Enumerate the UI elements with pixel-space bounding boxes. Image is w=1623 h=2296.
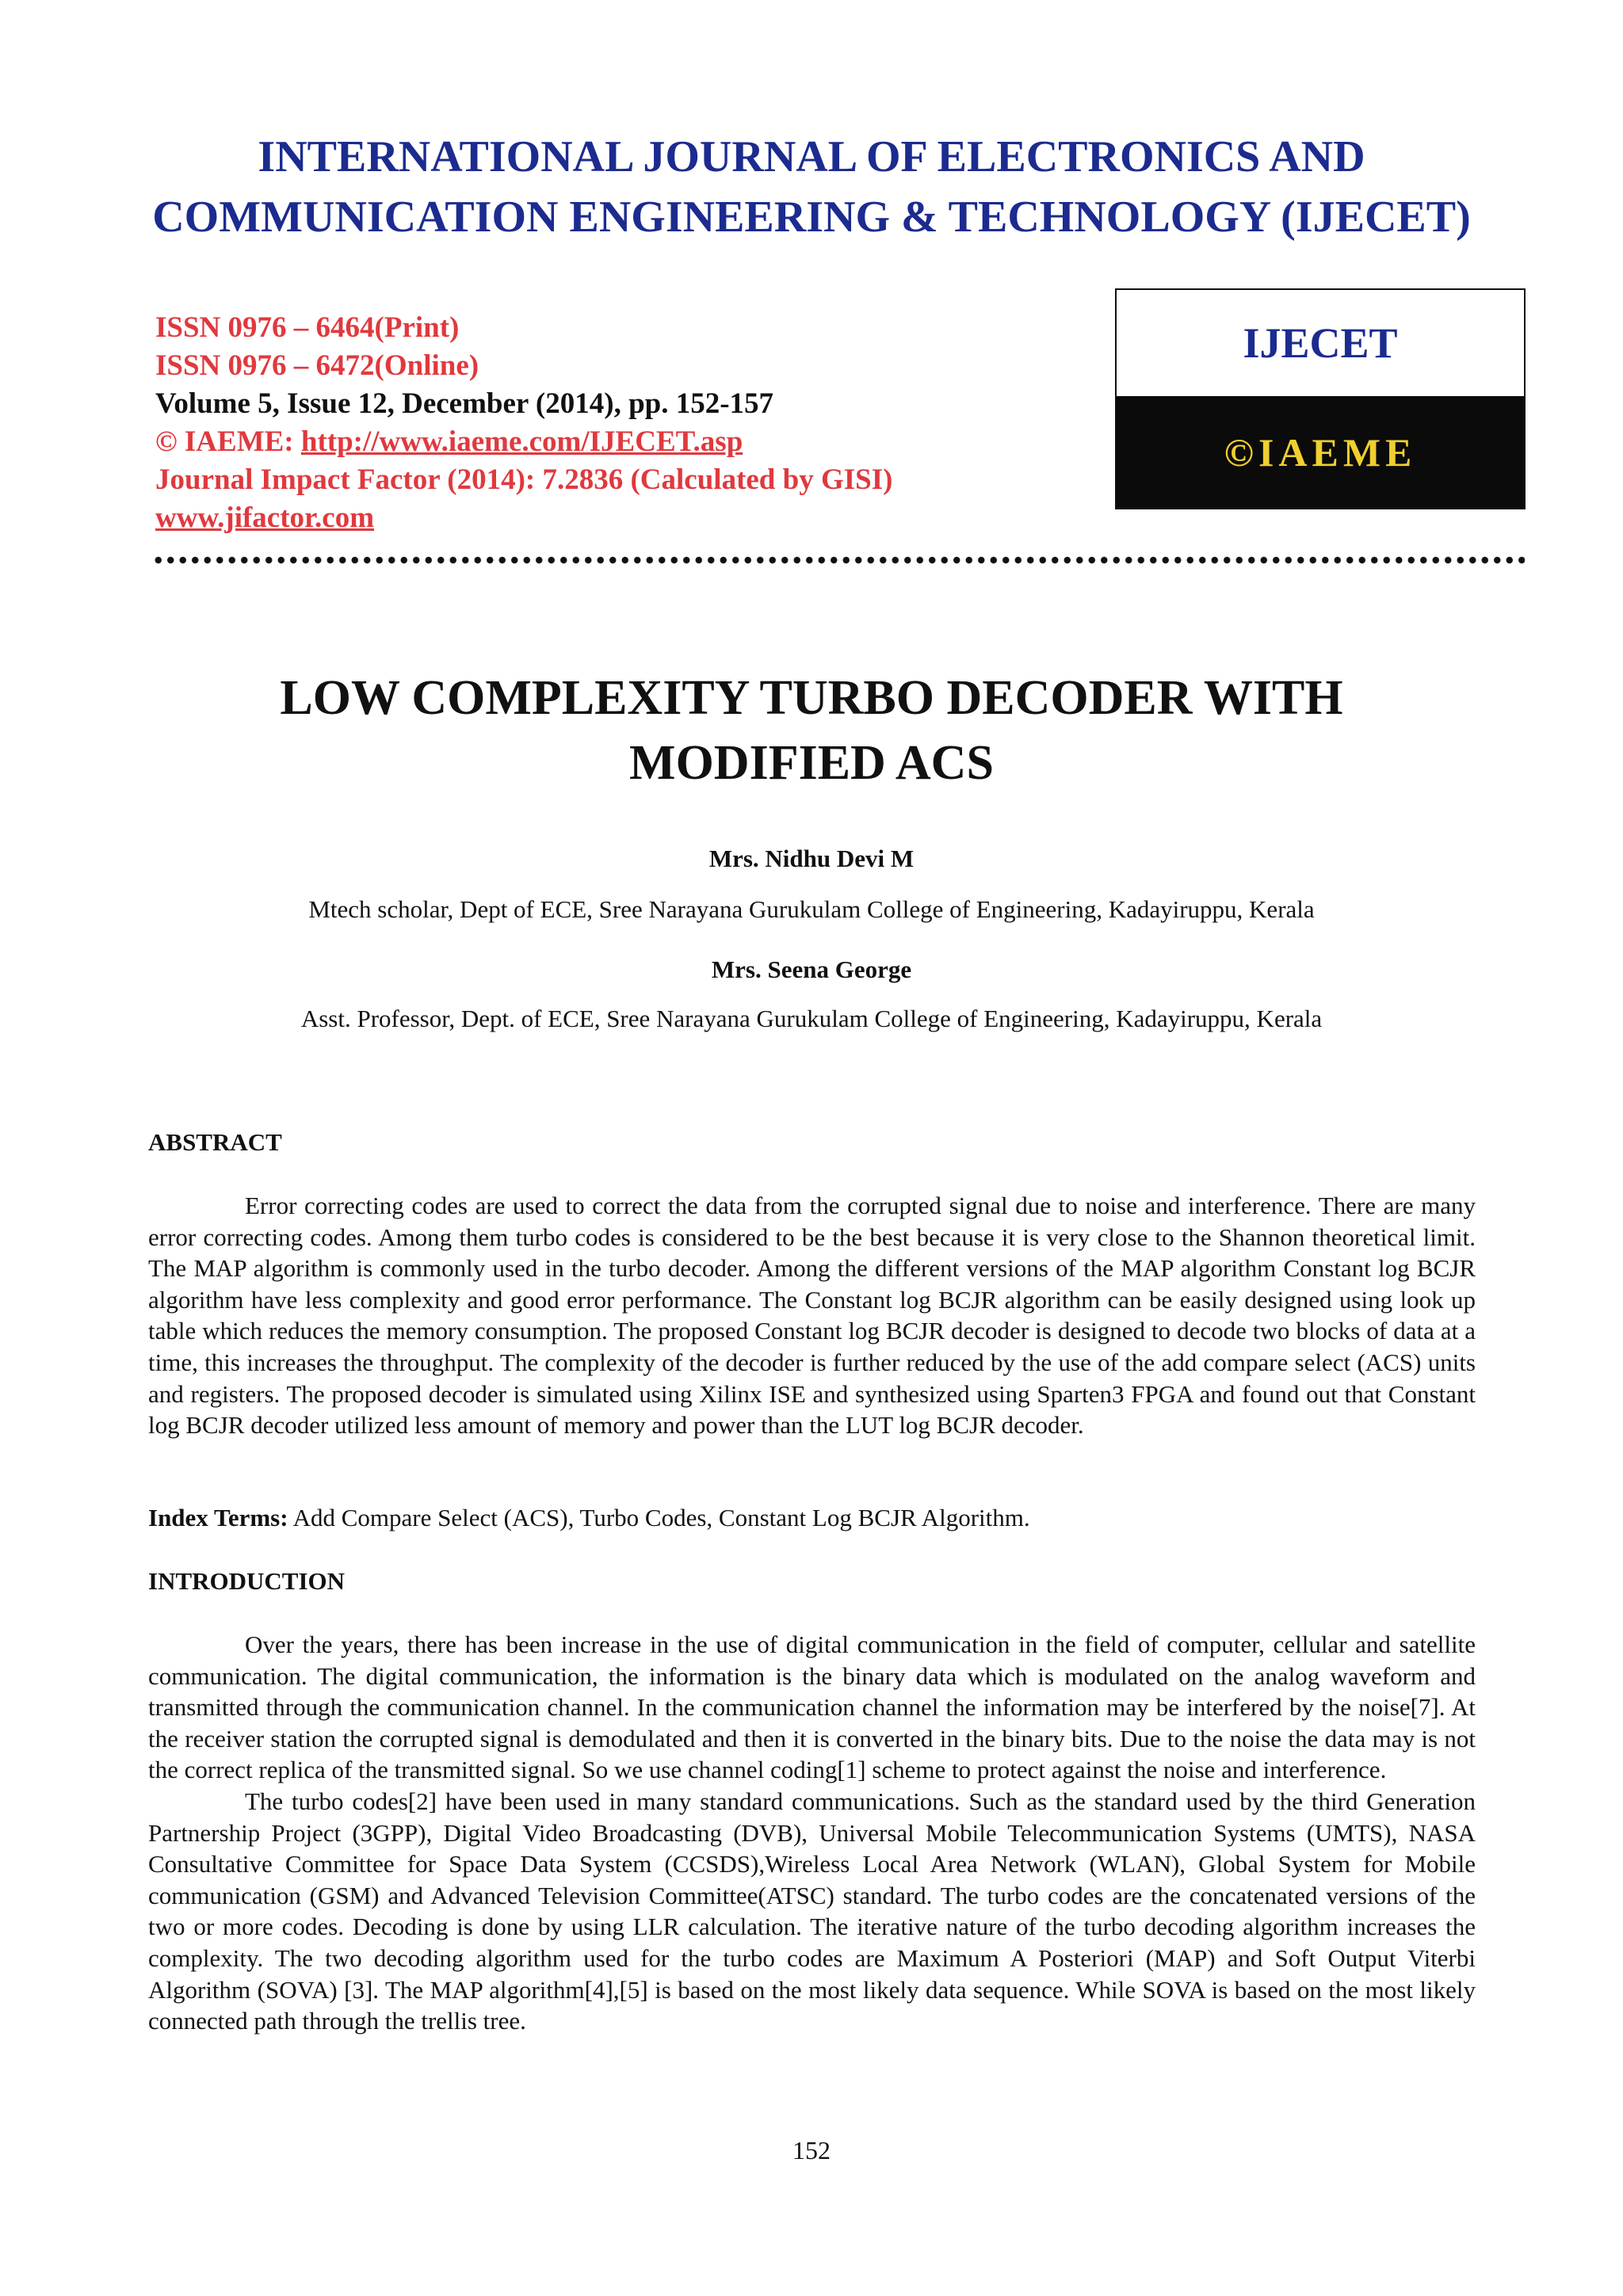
journal-title [0,127,1623,247]
issn-online: ISSN 0976 – 6472(Online) [155,349,479,382]
index-terms-label: Index Terms: [148,1504,288,1531]
issn-print: ISSN 0976 – 6464(Print) [155,311,460,344]
author-affiliation-2: Asst. Professor, Dept. of ECE, Sree Narayana Gurukulam College of Engineering, Kadayiruppu, Kerala [300,1005,1323,1032]
introduction-paragraph-2: The turbo codes[2] have been used in many standard communications. Such as the standard used by the third Generation Partnership Project (3GPP), Digital Video Broadcasting (DVB), Universal Mobile Telecommunication Systems (UMTS), NASA Consultative Committee for Space Data System (CCSDS),Wireless Local Area Network (WLAN), Global System for Mobile communication (GSM) and Advanced Television Committee(ATSC) standard. The turbo codes are the concatenated versions of the two or more codes. Decoding is done by using LLR calculation. The iterative nature of the turbo decoding algorithm increases the complexity. The two decoding algorithm used for the turbo codes are Maximum A Posteriori (MAP) and Soft Output Viterbi Algorithm (SOVA) [3]. The MAP algorithm[4],[5] is based on the most likely data sequence. While SOVA is based on the most likely connected path through the trellis tree. [148,1787,1476,2035]
paper-title-line-2: MODIFIED ACS [629,736,994,790]
author-name-2: Mrs. Seena George [711,955,912,983]
abstract-heading: ABSTRACT [148,1128,282,1156]
introduction-paragraph-1: Over the years, there has been increase in the use of digital communication in the field of computer, cellular and satellite communication. The digital communication, the information is the binary data which is modulated on the analog waveform and transmitted through the communication channel. In the communication channel the information may be interfered by the noise[7]. At the receiver station the corrupted signal is demodulated and then it is converted in the binary bits. Due to the noise the data may is not the correct replica of the transmitted signal. So we use channel coding[1] scheme to protect against the noise and interference. [148,1630,1476,1784]
journal-meta [155,309,892,537]
journal-title-line-1: INTERNATIONAL JOURNAL OF ELECTRONICS AND [258,132,1365,181]
paper-title [0,666,1623,795]
introduction-heading: INTRODUCTION [148,1567,346,1595]
paper-title-line-1: LOW COMPLEXITY TURBO DECODER WITH [280,671,1343,725]
page-number: 152 [792,2136,831,2164]
introduction-body [148,1629,1476,2037]
ijecet-logo [1115,288,1526,509]
iaeme-link[interactable]: http://www.iaeme.com/IJECET.asp [300,425,743,458]
logo-iaeme: ©IAEME [1117,396,1524,508]
author-name-1: Mrs. Nidhu Devi M [708,845,915,872]
journal-title-line-2: COMMUNICATION ENGINEERING & TECHNOLOGY (IJECET) [152,193,1471,242]
abstract-body [148,1190,1476,1441]
volume-info: Volume 5, Issue 12, December (2014), pp. 152-157 [155,387,774,420]
jifactor-link[interactable]: www.jifactor.com [155,502,375,534]
logo-title: IJECET [1117,290,1524,398]
jifactor-line [155,499,892,537]
copyright-prefix: © IAEME: [155,425,301,458]
index-terms [148,1504,1030,1532]
author-affiliation-1: Mtech scholar, Dept of ECE, Sree Narayana Gurukulam College of Engineering, Kadayiruppu, Kerala [308,895,1315,923]
abstract-paragraph: Error correcting codes are used to correct the data from the corrupted signal due to noise and interference. There are many error correcting codes. Among them turbo codes is considered to be the best because it is very close to the Shannon theoretical limit. The MAP algorithm is commonly used in the turbo decoder. Among the different versions of the MAP algorithm Constant log BCJR algorithm have less complexity and good error performance. The Constant log BCJR algorithm can be easily designed using look up table which reduces the memory consumption. The proposed Constant log BCJR decoder is designed to decode two blocks of data at a time, this increases the throughput. The complexity of the decoder is further reduced by the use of the add compare select (ACS) units and registers. The proposed decoder is simulated using Xilinx ISE and synthesized using Sparten3 FPGA and found out that Constant log BCJR decoder utilized less amount of memory and power than the LUT log BCJR decoder. [148,1192,1476,1440]
index-terms-text: Add Compare Select (ACS), Turbo Codes, Constant Log BCJR Algorithm. [288,1504,1030,1531]
copyright-line [155,423,892,461]
impact-factor: Journal Impact Factor (2014): 7.2836 (Calculated by GISI) [155,463,893,496]
dotted-separator [152,555,1525,566]
